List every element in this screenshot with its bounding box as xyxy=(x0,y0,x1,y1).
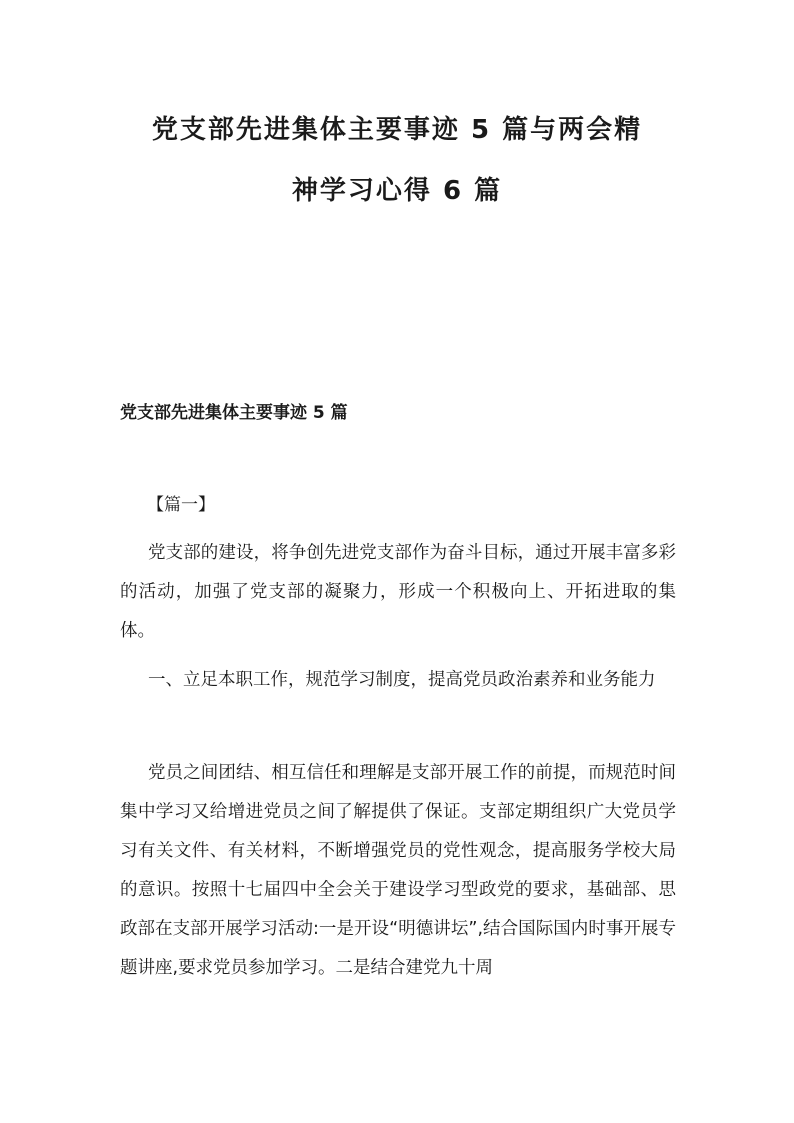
body-paragraph-3: 党员之间团结、相互信任和理解是支部开展工作的前提，而规范时间集中学习又给增进党员之间了解提供了保证。支部定期组织广大党员学习有关文件、有关材料，不断增强党员的党性观念，提高服务学校大局的意识。按照十七届四中全会关于建设学习型政党的要求，基础部、思政部在支部开展学习活动:一是开设“明德讲坛”,结合国际国内时事开展专题讲座,要求党员参加学习。二是结合建党九十周 xyxy=(120,763,676,978)
body-paragraph-2: 一、立足本职工作，规范学习制度，提高党员政治素养和业务能力 xyxy=(148,670,656,690)
body-paragraph-1: 党支部的建设，将争创先进党支部作为奋斗目标，通过开展丰富多彩的活动，加强了党支部的凝聚力，形成一个积极向上、开拓进取的集体。 xyxy=(120,543,676,641)
document-title-line-2: 神学习心得 6 篇 xyxy=(291,176,503,206)
document-title-line-1: 党支部先进集体主要事迹 5 篇与两会精 xyxy=(151,115,643,145)
chapter-label: 【篇一】 xyxy=(147,495,215,515)
section-heading: 党支部先进集体主要事迹 5 篇 xyxy=(120,403,348,423)
